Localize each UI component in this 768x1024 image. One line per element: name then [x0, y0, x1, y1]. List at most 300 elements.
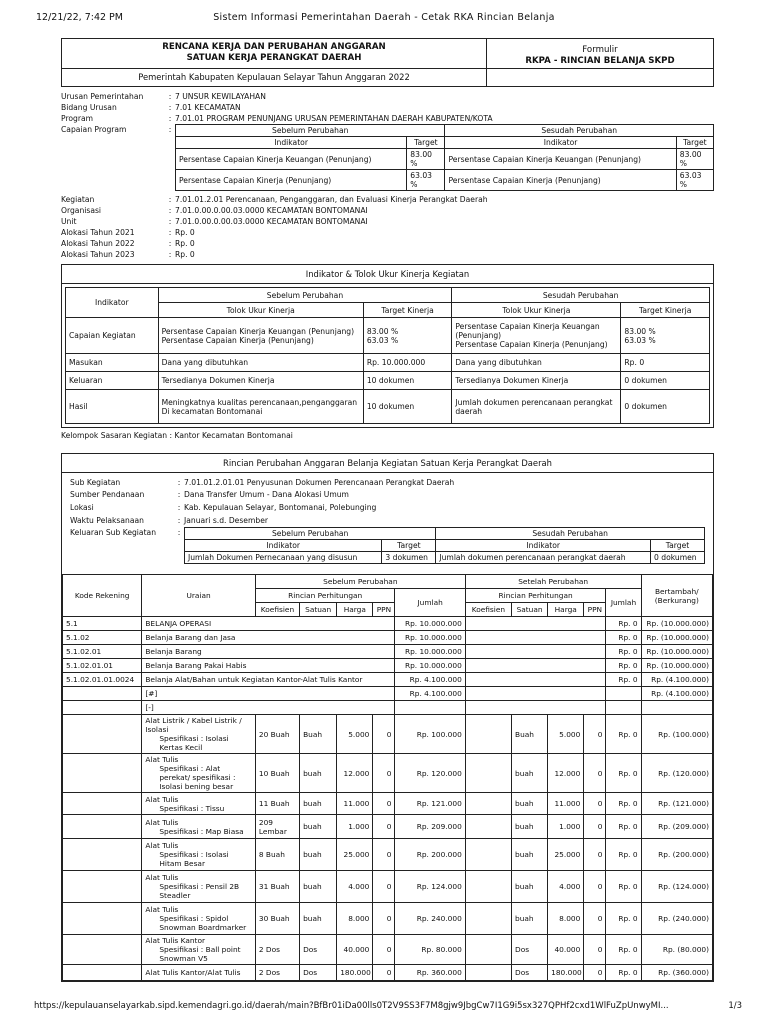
- table-cell: buah: [512, 815, 548, 839]
- table-row: [63, 871, 713, 903]
- table-row: [63, 839, 713, 871]
- table-cell: Rp. 0: [606, 839, 641, 871]
- colon: :: [168, 92, 172, 101]
- table-cell: 11 Buah: [255, 793, 299, 815]
- print-page-title: Sistem Informasi Pemerintahan Daerah - Cetak RKA Rincian Belanja: [213, 12, 555, 23]
- table-cell: [63, 903, 142, 935]
- table-row: [63, 701, 713, 715]
- bidang-value: 7.01 KECAMATAN: [175, 103, 241, 112]
- table-cell: 0: [584, 793, 606, 815]
- unit-label: Unit: [61, 217, 77, 226]
- pemerintah-line: Pemerintah Kabupaten Kepulauan Selayar Tahun Anggaran 2022: [62, 69, 487, 86]
- table-cell: 63.03 %: [407, 170, 445, 191]
- program-value: 7.01.01 PROGRAM PENUNJANG URUSAN PEMERINTAHAN DAERAH KABUPATEN/KOTA: [175, 114, 493, 123]
- table-cell: 0: [373, 903, 395, 935]
- table-cell: Rp. 124.000: [395, 871, 465, 903]
- cell-line: 83.00 %: [624, 326, 656, 336]
- organisasi-label: Organisasi: [61, 206, 102, 215]
- ks-indikator-header: Indikator: [185, 540, 382, 552]
- table-cell: 10 Buah: [255, 754, 299, 793]
- colon: :: [168, 103, 172, 112]
- waktu-label: Waktu Pelaksanaan: [70, 516, 144, 525]
- table-cell: 40.000: [548, 935, 584, 965]
- item-uraian: [142, 793, 256, 815]
- lokasi-label: Lokasi: [70, 503, 94, 512]
- document-title: [62, 39, 487, 68]
- table-cell: Rp. 0: [606, 631, 641, 645]
- table-cell: Buah: [300, 715, 337, 754]
- table-cell: [465, 687, 606, 701]
- table-cell: [465, 659, 606, 673]
- formulir-label: Formulir: [582, 45, 618, 55]
- table-cell: [465, 871, 511, 903]
- belanja-table: [62, 574, 713, 981]
- table-cell: Belanja Barang dan Jasa: [142, 631, 395, 645]
- table-cell: Rp. 0: [606, 965, 641, 981]
- table-cell: Rp. (4.100.000): [641, 673, 712, 687]
- table-cell: 63.03 %: [676, 170, 713, 191]
- table-cell: [465, 839, 511, 871]
- table-cell: Rp. (10.000.000): [641, 617, 712, 631]
- table-row: [63, 754, 713, 793]
- table-cell: Rp. (10.000.000): [641, 645, 712, 659]
- subkeg-value: 7.01.01.2.01.01 Penyusunan Dokumen Perencanaan Perangkat Daerah: [184, 478, 455, 487]
- table-cell: 180.000: [337, 965, 373, 981]
- table-cell: buah: [300, 815, 337, 839]
- table-cell: [63, 935, 142, 965]
- item-nama: Alat Tulis Kantor/Alat Tulis: [145, 968, 241, 977]
- table-cell: Tersedianya Dokumen Kinerja: [158, 372, 363, 390]
- table-cell: buah: [512, 903, 548, 935]
- alokasi-2022-value: Rp. 0: [175, 239, 195, 248]
- row-label: Masukan: [66, 354, 159, 372]
- table-cell: 2 Dos: [255, 935, 299, 965]
- table-cell: [63, 715, 142, 754]
- table-cell: 0: [584, 965, 606, 981]
- table-cell: Rp. (100.000): [641, 715, 712, 754]
- item-spesifikasi: Spesifikasi : Pensil 2B Steadler: [159, 882, 240, 900]
- item-uraian: [142, 754, 256, 793]
- item-spesifikasi: Spesifikasi : Tissu: [159, 803, 225, 813]
- ks-target-header: Target: [382, 540, 436, 552]
- table-cell: Rp. (121.000): [641, 793, 712, 815]
- table-cell: [641, 701, 712, 715]
- table-cell: Rp. 80.000: [395, 935, 465, 965]
- col-kode-rekening: Kode Rekening: [63, 575, 142, 617]
- table-row: [63, 631, 713, 645]
- table-cell: Persentase Capaian Kinerja Keuangan (Penunjang): [445, 149, 676, 170]
- waktu-value: Januari s.d. Desember: [184, 516, 268, 525]
- table-cell: [452, 318, 621, 354]
- table-cell: [63, 965, 142, 981]
- item-uraian: [142, 815, 256, 839]
- cell-line: 63.03 %: [624, 335, 656, 345]
- ind-header-target: Target Kinerja: [621, 303, 710, 318]
- table-cell: Belanja Barang: [142, 645, 395, 659]
- subkeg-label: Sub Kegiatan: [70, 478, 121, 487]
- table-cell: 5.1.02: [63, 631, 142, 645]
- table-cell: 0: [373, 793, 395, 815]
- table-cell: 0: [584, 839, 606, 871]
- ks-indikator-header: Indikator: [436, 540, 651, 552]
- table-cell: Rp. (10.000.000): [641, 631, 712, 645]
- table-cell: Rp. 0: [606, 903, 641, 935]
- table-cell: 0: [373, 965, 395, 981]
- table-cell: Persentase Capaian Kinerja (Penunjang): [445, 170, 676, 191]
- formulir-code: RKPA - RINCIAN BELANJA SKPD: [525, 56, 675, 66]
- kelompok-sasaran: Kelompok Sasaran Kegiatan : Kantor Kecamatan Bontomanai: [61, 431, 293, 440]
- col-rincian-perhitungan: Rincian Perhitungan: [465, 589, 606, 603]
- table-row: [63, 673, 713, 687]
- alokasi-2023-value: Rp. 0: [175, 250, 195, 259]
- table-cell: 0: [584, 754, 606, 793]
- program-label: Program: [61, 114, 94, 123]
- col-satuan: Satuan: [512, 603, 548, 617]
- item-spesifikasi: Spesifikasi : Map Biasa: [159, 826, 244, 836]
- table-cell: 12.000: [337, 754, 373, 793]
- table-cell: 0: [584, 935, 606, 965]
- table-cell: Rp. 120.000: [395, 754, 465, 793]
- table-row: [176, 170, 714, 191]
- table-cell: Rp. 4.100.000: [395, 687, 465, 701]
- table-cell: Dos: [512, 965, 548, 981]
- colon: :: [177, 516, 181, 525]
- cell-line: Persentase Capaian Kinerja Keuangan (Penunjang): [161, 326, 355, 336]
- table-cell: 25.000: [548, 839, 584, 871]
- table-cell: 5.000: [337, 715, 373, 754]
- table-cell: Rp. 0: [606, 715, 641, 754]
- print-page-number: 1/3: [728, 1001, 742, 1011]
- table-cell: Rp. 0: [606, 871, 641, 903]
- item-uraian: [142, 935, 256, 965]
- alokasi-2022-label: Alokasi Tahun 2022: [61, 239, 135, 248]
- col-jumlah: Jumlah: [395, 589, 465, 617]
- alokasi-2021-label: Alokasi Tahun 2021: [61, 228, 135, 237]
- table-cell: Rp. 10.000.000: [395, 617, 465, 631]
- table-cell: [-]: [142, 701, 395, 715]
- alokasi-2023-label: Alokasi Tahun 2023: [61, 250, 135, 259]
- table-row: [66, 372, 710, 390]
- table-cell: Rp. 0: [606, 935, 641, 965]
- ks-sebelum-header: Sebelum Perubahan: [185, 528, 436, 540]
- table-cell: Rp. 0: [606, 754, 641, 793]
- table-cell: Rp. 0: [606, 659, 641, 673]
- table-cell: 1.000: [548, 815, 584, 839]
- item-uraian: [142, 965, 256, 981]
- table-cell: 83.00 %: [676, 149, 713, 170]
- table-row: [63, 935, 713, 965]
- table-row: [63, 617, 713, 631]
- table-cell: Rp. 0: [606, 617, 641, 631]
- table-cell: 209 Lembar: [255, 815, 299, 839]
- indikator-section: [61, 264, 714, 441]
- lokasi-value: Kab. Kepulauan Selayar, Bontomanai, Polebunging: [184, 503, 377, 512]
- col-koefisien: Koefisien: [255, 603, 299, 617]
- formulir-box: [487, 39, 713, 68]
- table-row: [185, 552, 705, 564]
- table-cell: Rp. (4.100.000): [641, 687, 712, 701]
- table-cell: Rp. 10.000.000: [395, 631, 465, 645]
- table-cell: Tersedianya Dokumen Kinerja: [452, 372, 621, 390]
- table-cell: 4.000: [548, 871, 584, 903]
- table-cell: 5.1.02.01.01.0024: [63, 673, 142, 687]
- table-cell: buah: [300, 903, 337, 935]
- colon: :: [177, 503, 181, 512]
- table-cell: 0: [584, 903, 606, 935]
- table-cell: Rp. 10.000.000: [395, 659, 465, 673]
- table-cell: Dos: [300, 965, 337, 981]
- table-cell: 20 Buah: [255, 715, 299, 754]
- table-cell: Dana yang dibutuhkan: [452, 354, 621, 372]
- program-info: [61, 91, 714, 260]
- capaian-target-header: Target: [676, 137, 713, 149]
- table-cell: 0: [373, 935, 395, 965]
- table-cell: buah: [300, 754, 337, 793]
- item-nama: Alat Tulis: [145, 873, 179, 882]
- table-cell: 8.000: [548, 903, 584, 935]
- item-nama: Alat Tulis: [145, 905, 179, 914]
- table-cell: 3 dokumen: [382, 552, 436, 564]
- table-cell: 12.000: [548, 754, 584, 793]
- colon: :: [168, 239, 172, 248]
- item-nama: Alat Listrik / Kabel Listrik / Isolasi: [145, 716, 242, 734]
- sumber-value: Dana Transfer Umum - Dana Alokasi Umum: [184, 490, 349, 499]
- table-cell: buah: [512, 793, 548, 815]
- table-cell: Rp. 0: [606, 815, 641, 839]
- table-cell: [465, 793, 511, 815]
- organisasi-value: 7.01.0.00.0.00.03.0000 KECAMATAN BONTOMANAI: [175, 206, 368, 215]
- table-cell: buah: [512, 871, 548, 903]
- ind-header-target: Target Kinerja: [363, 303, 452, 318]
- table-cell: Jumlah dokumen perencanaan perangkat daerah: [452, 390, 621, 424]
- capaian-sebelum-header: Sebelum Perubahan: [176, 125, 445, 137]
- item-nama: Alat Tulis: [145, 841, 179, 850]
- table-cell: Rp. 200.000: [395, 839, 465, 871]
- item-nama: Alat Tulis: [145, 755, 179, 764]
- item-spesifikasi: Spesifikasi : Isolasi Kertas Kecil: [159, 734, 229, 752]
- ind-header-sesudah: Sesudah Perubahan: [452, 288, 710, 303]
- table-cell: 8.000: [337, 903, 373, 935]
- kegiatan-label: Kegiatan: [61, 195, 95, 204]
- cell-line: 63.03 %: [366, 335, 399, 345]
- table-cell: 0 dokumen: [621, 390, 710, 424]
- cell-line: Persentase Capaian Kinerja Keuangan (Penunjang): [455, 322, 600, 340]
- item-uraian: [142, 715, 256, 754]
- table-cell: Dana yang dibutuhkan: [158, 354, 363, 372]
- table-cell: [363, 318, 452, 354]
- table-cell: Jumlah Dokumen Pernecanaan yang disusun: [185, 552, 382, 564]
- colon: :: [168, 195, 172, 204]
- colon: :: [177, 478, 181, 487]
- ind-header-sebelum: Sebelum Perubahan: [158, 288, 452, 303]
- table-cell: [606, 687, 641, 701]
- table-cell: [465, 673, 606, 687]
- table-cell: 0: [584, 871, 606, 903]
- table-cell: Rp. (10.000.000): [641, 659, 712, 673]
- table-cell: Rp. 0: [621, 354, 710, 372]
- table-cell: Rp. 0: [606, 793, 641, 815]
- table-cell: 0: [373, 815, 395, 839]
- col-ppn: PPN: [584, 603, 606, 617]
- table-cell: [63, 687, 142, 701]
- table-cell: Belanja Barang Pakai Habis: [142, 659, 395, 673]
- table-row: [63, 965, 713, 981]
- colon: :: [168, 228, 172, 237]
- table-cell: 40.000: [337, 935, 373, 965]
- urusan-label: Urusan Pemerintahan: [61, 92, 144, 101]
- title-line-1: RENCANA KERJA DAN PERUBAHAN ANGGARAN: [162, 42, 386, 52]
- cell-line: Persentase Capaian Kinerja (Penunjang): [455, 340, 608, 349]
- table-cell: Rp. 240.000: [395, 903, 465, 935]
- table-cell: 11.000: [337, 793, 373, 815]
- row-label: Hasil: [66, 390, 159, 424]
- table-cell: [465, 935, 511, 965]
- indikator-section-title: Indikator & Tolok Ukur Kinerja Kegiatan: [61, 264, 714, 284]
- print-datetime: 12/21/22, 7:42 PM: [36, 12, 123, 23]
- table-cell: Rp. 4.100.000: [395, 673, 465, 687]
- table-cell: Rp. 10.000.000: [395, 645, 465, 659]
- item-uraian: [142, 839, 256, 871]
- table-cell: 1.000: [337, 815, 373, 839]
- table-cell: [465, 631, 606, 645]
- table-cell: Rp. (240.000): [641, 903, 712, 935]
- title-box: [61, 38, 714, 87]
- cell-line: 83.00 %: [366, 326, 399, 336]
- capaian-sesudah-header: Sesudah Perubahan: [445, 125, 714, 137]
- table-cell: 0: [373, 715, 395, 754]
- table-cell: [465, 617, 606, 631]
- row-label: Keluaran: [66, 372, 159, 390]
- table-cell: buah: [512, 754, 548, 793]
- table-row: [176, 149, 714, 170]
- colon: :: [168, 217, 172, 226]
- ks-target-header: Target: [651, 540, 705, 552]
- table-cell: Buah: [512, 715, 548, 754]
- item-nama: Alat Tulis: [145, 817, 179, 827]
- colon: :: [177, 490, 181, 499]
- table-cell: [465, 903, 511, 935]
- table-cell: 0: [373, 839, 395, 871]
- table-cell: 0 dokumen: [651, 552, 705, 564]
- table-cell: 5.1: [63, 617, 142, 631]
- table-row: [66, 390, 710, 424]
- capaian-indikator-header: Indikator: [176, 137, 407, 149]
- table-cell: [63, 701, 142, 715]
- table-cell: 180.000: [548, 965, 584, 981]
- table-cell: Rp. 360.000: [395, 965, 465, 981]
- col-harga: Harga: [337, 603, 373, 617]
- table-cell: 5.1.02.01: [63, 645, 142, 659]
- kegiatan-value: 7.01.01.2.01 Perencanaan, Penganggaran, dan Evaluasi Kinerja Perangkat Daerah: [175, 195, 488, 204]
- col-uraian: Uraian: [142, 575, 256, 617]
- table-cell: buah: [300, 871, 337, 903]
- table-cell: Rp. (120.000): [641, 754, 712, 793]
- item-spesifikasi: Spesifikasi : Isolasi Hitam Besar: [159, 850, 229, 868]
- table-cell: Rp. 100.000: [395, 715, 465, 754]
- capaian-program-table: [175, 124, 714, 191]
- table-cell: Rp. (209.000): [641, 815, 712, 839]
- item-nama: Alat Tulis Kantor: [145, 936, 206, 945]
- ks-sesudah-header: Sesudah Perubahan: [436, 528, 705, 540]
- table-cell: Rp. (360.000): [641, 965, 712, 981]
- table-cell: Persentase Capaian Kinerja (Penunjang): [176, 170, 407, 191]
- table-cell: Belanja Alat/Bahan untuk Kegiatan Kantor-Alat Tulis Kantor: [142, 673, 395, 687]
- table-cell: [#]: [142, 687, 395, 701]
- table-cell: 5.000: [548, 715, 584, 754]
- item-uraian: [142, 903, 256, 935]
- rincian-section-title: Rincian Perubahan Anggaran Belanja Kegiatan Satuan Kerja Perangkat Daerah: [62, 454, 713, 473]
- table-cell: Rp. 0: [606, 645, 641, 659]
- table-cell: Rp. 0: [606, 673, 641, 687]
- table-row: [63, 715, 713, 754]
- table-cell: buah: [300, 839, 337, 871]
- print-url: https://kepulauanselayarkab.sipd.kemendagri.go.id/daerah/main?BfBr01iDa00lls0T2V9SS3F7M8gjw9JbgCw7I1G9i5sx327QPHf2cxd1WlFuZpUnwyMI...: [34, 1001, 669, 1011]
- table-cell: Rp. 209.000: [395, 815, 465, 839]
- item-nama: Alat Tulis: [145, 794, 179, 804]
- col-bertambah-berkurang: Bertambah/ (Berkurang): [641, 575, 712, 617]
- table-cell: 10 dokumen: [363, 390, 452, 424]
- table-row: [66, 318, 710, 354]
- ind-header-indikator: Indikator: [66, 288, 159, 318]
- table-cell: [465, 701, 606, 715]
- table-cell: [63, 754, 142, 793]
- col-rincian-perhitungan: Rincian Perhitungan: [255, 589, 395, 603]
- table-cell: [621, 318, 710, 354]
- table-cell: 0 dokumen: [621, 372, 710, 390]
- keluaran-sub-label: Keluaran Sub Kegiatan: [70, 528, 157, 537]
- table-cell: 31 Buah: [255, 871, 299, 903]
- document-page: [61, 38, 714, 982]
- table-row: [63, 687, 713, 701]
- title-line-2: SATUAN KERJA PERANGKAT DAERAH: [186, 53, 362, 63]
- table-cell: [465, 965, 511, 981]
- col-satuan: Satuan: [300, 603, 337, 617]
- table-cell: Dos: [512, 935, 548, 965]
- table-cell: Rp. (200.000): [641, 839, 712, 871]
- unit-value: 7.01.0.00.0.00.03.0000 KECAMATAN BONTOMANAI: [175, 217, 368, 226]
- colon: :: [168, 114, 172, 123]
- keluaran-sub-table: [184, 527, 705, 564]
- colon: :: [168, 206, 172, 215]
- table-cell: 5.1.02.01.01: [63, 659, 142, 673]
- col-ppn: PPN: [373, 603, 395, 617]
- table-cell: 10 dokumen: [363, 372, 452, 390]
- ind-header-tolok: Tolok Ukur Kinerja: [158, 303, 363, 318]
- col-sebelum-perubahan: Sebelum Perubahan: [255, 575, 465, 589]
- cell-line: Persentase Capaian Kinerja (Penunjang): [161, 335, 314, 345]
- sumber-label: Sumber Pendanaan: [70, 490, 145, 499]
- table-cell: [465, 815, 511, 839]
- item-uraian: [142, 871, 256, 903]
- item-spesifikasi: Spesifikasi : Ball point Snowman V5: [159, 945, 241, 963]
- table-cell: buah: [512, 839, 548, 871]
- table-row: [63, 659, 713, 673]
- colon: :: [168, 250, 172, 259]
- table-cell: 30 Buah: [255, 903, 299, 935]
- capaian-indikator-header: Indikator: [445, 137, 676, 149]
- table-cell: Rp. 121.000: [395, 793, 465, 815]
- table-cell: Rp. (80.000): [641, 935, 712, 965]
- table-cell: [63, 871, 142, 903]
- table-row: [63, 903, 713, 935]
- table-cell: 11.000: [548, 793, 584, 815]
- table-cell: [63, 793, 142, 815]
- ind-header-tolok: Tolok Ukur Kinerja: [452, 303, 621, 318]
- col-setelah-perubahan: Setelah Perubahan: [465, 575, 641, 589]
- item-spesifikasi: Spesifikasi : Alat perekat/ spesifikasi : Isolasi bening besar: [159, 764, 236, 791]
- table-cell: 8 Buah: [255, 839, 299, 871]
- table-cell: 0: [373, 871, 395, 903]
